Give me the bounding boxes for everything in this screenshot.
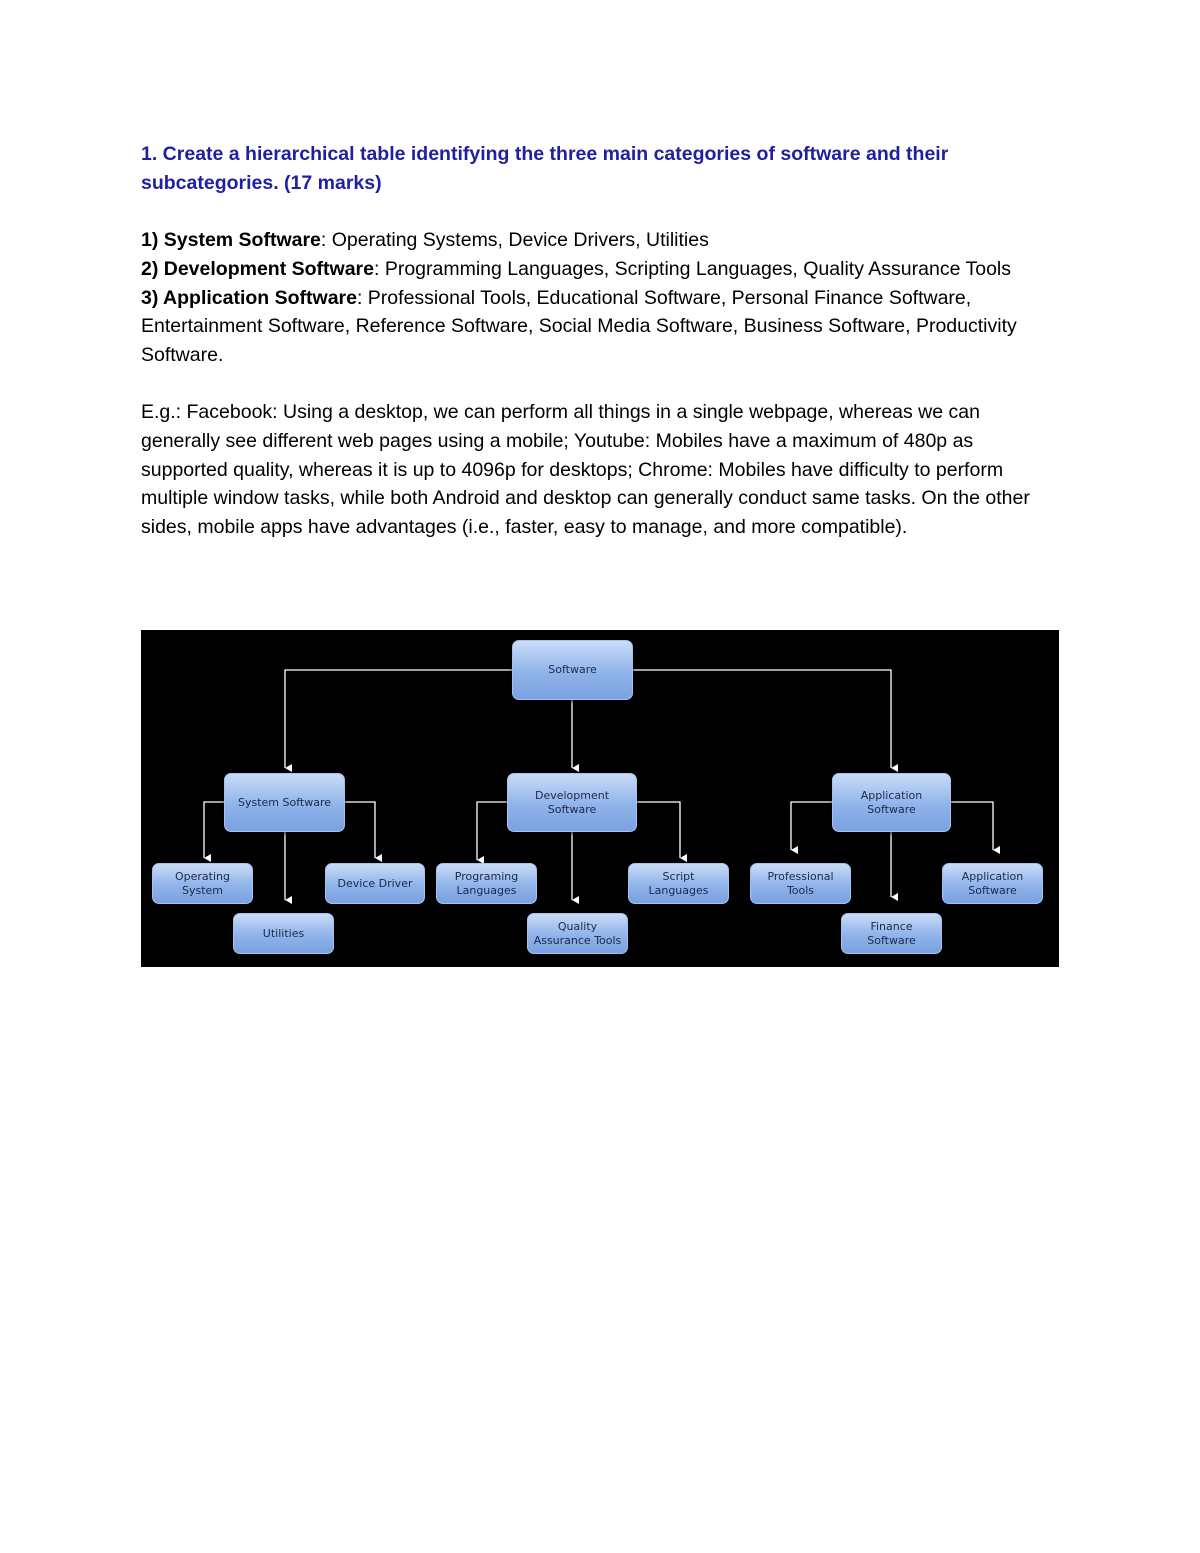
answer-text: : Operating Systems, Device Drivers, Utilities <box>320 229 709 251</box>
answer-label: 3) Application Software <box>141 286 357 309</box>
node-quality-assurance-tools: Quality Assurance Tools <box>527 913 628 954</box>
node-finance-software: Finance Software <box>841 913 942 954</box>
node-system-software: System Software <box>224 773 345 832</box>
node-development-software: Development Software <box>507 773 637 832</box>
answer-development-software <box>141 255 1061 284</box>
node-application-software: Application Software <box>832 773 951 832</box>
connector-dev-programing <box>477 802 508 860</box>
connector-system-os <box>204 802 225 858</box>
connector-system-driver <box>345 802 375 858</box>
connector-root-system <box>285 670 512 768</box>
node-software: Software <box>512 640 633 700</box>
node-professional-tools: Professional Tools <box>750 863 851 904</box>
node-device-driver: Device Driver <box>325 863 425 904</box>
node-application-software-leaf: Application Software <box>942 863 1043 904</box>
example-paragraph: E.g.: Facebook: Using a desktop, we can perform all things in a single webpage, whereas we can generally see different web pages using a mobile; Youtube: Mobiles have a maximum of 480p as supported quality, whereas it is up to 4096p for desktops; Chrome: Mobiles have difficulty to perform multiple window tasks, while both Android and desktop can generally conduct same tasks. On the other sides, mobile apps have advantages (i.e., faster, easy to manage, and more compatible). <box>141 400 1030 539</box>
node-utilities: Utilities <box>233 913 334 954</box>
answer-text: : Professional Tools, Educational Software, Personal Finance Software, Entertainment Software, Reference Software, Social Media Software, Business Software, Productivity Software. <box>141 286 1017 367</box>
answer-text: : Programming Languages, Scripting Languages, Quality Assurance Tools <box>373 257 1012 280</box>
answer-system-software <box>141 226 1061 255</box>
answer-application-software <box>141 284 1061 370</box>
connector-app-leaf <box>951 802 993 850</box>
connector-root-application <box>633 670 891 768</box>
node-programing-languages: Programing Languages <box>436 863 537 904</box>
document-body <box>141 140 1061 542</box>
node-operating-system: Operating System <box>152 863 253 904</box>
connector-app-professional <box>791 802 832 850</box>
answer-label: 2) Development Software <box>141 257 374 280</box>
software-hierarchy-diagram <box>141 630 1059 967</box>
node-script-languages: Script Languages <box>628 863 729 904</box>
connector-dev-script <box>637 802 680 858</box>
answer-label: 1) System Software <box>141 229 321 251</box>
question-heading: 1. Create a hierarchical table identifying the three main categories of software and their subcategories. (17 marks) <box>141 143 949 194</box>
